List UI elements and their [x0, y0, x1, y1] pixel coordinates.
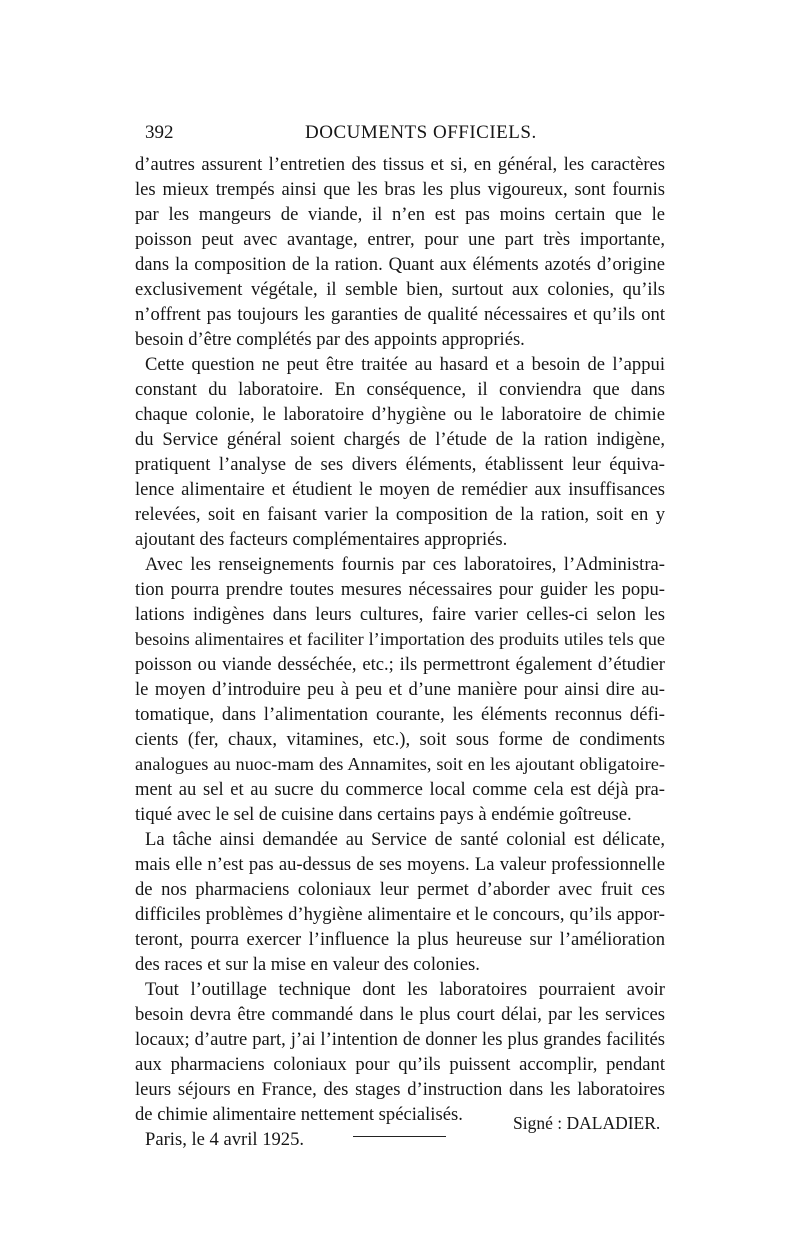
text-line: poisson ou viande desséchée, etc.; ils permettront également d’étudier — [135, 654, 665, 675]
text-line: ment au sel et au sucre du commerce local comme cela est déjà pra- — [135, 779, 665, 800]
text-line: relevées, soit en faisant varier la composition de la ration, soit en y — [135, 504, 665, 525]
text-line: difficiles problèmes d’hygiène alimentaire et le concours, qu’ils appor- — [135, 904, 665, 925]
text-line: dans la composition de la ration. Quant aux éléments azotés d’origine — [135, 254, 665, 275]
text-line: tiqué avec le sel de cuisine dans certains pays à endémie goîtreuse. — [135, 804, 632, 825]
text-line: besoin d’être complétés par des appoints appropriés. — [135, 329, 525, 350]
text-line: teront, pourra exercer l’influence la plus heureuse sur l’amélioration — [135, 929, 665, 950]
text-line: de chimie alimentaire nettement spécialisés. — [135, 1104, 463, 1125]
text-line: mais elle n’est pas au-dessus de ses moyens. La valeur professionnelle — [135, 854, 665, 875]
text-line: Avec les renseignements fournis par ces laboratoires, l’Administra- — [145, 554, 665, 575]
text-line: aux pharmaciens coloniaux pour qu’ils puissent accomplir, pendant — [135, 1054, 665, 1075]
text-line: des races et sur la mise en valeur des colonies. — [135, 954, 480, 975]
page-header — [145, 121, 665, 145]
text-line: n’offrent pas toujours les garanties de qualité nécessaires et qu’ils ont — [135, 304, 665, 325]
running-head: DOCUMENTS OFFICIELS. — [305, 122, 537, 143]
text-line: besoin devra être commandé dans le plus court délai, par les services — [135, 1004, 665, 1025]
text-line: les mieux trempés ainsi que les bras les plus vigoureux, sont fournis — [135, 179, 665, 200]
text-line: d’autres assurent l’entretien des tissus et si, en général, les caractères — [135, 154, 665, 175]
closing-rule — [353, 1136, 446, 1137]
signature: Signé : DALADIER. — [513, 1113, 661, 1133]
text-line: ajoutant des facteurs complémentaires appropriés. — [135, 529, 508, 550]
text-line: Cette question ne peut être traitée au hasard et a besoin de l’appui — [145, 354, 665, 375]
text-line: besoins alimentaires et faciliter l’importation des produits utiles tels que — [135, 629, 665, 649]
body-text — [135, 152, 665, 1152]
page-number: 392 — [145, 122, 174, 143]
text-line: cients (fer, chaux, vitamines, etc.), soit sous forme de condiments — [135, 729, 665, 750]
text-line: tion pourra prendre toutes mesures nécessaires pour guider les popu- — [135, 579, 665, 600]
text-line: tomatique, dans l’alimentation courante, les éléments reconnus défi- — [135, 704, 665, 725]
text-line: constant du laboratoire. En conséquence, il conviendra que dans — [135, 379, 665, 400]
text-line: pratiquent l’analyse de ses divers éléments, établissent leur équiva- — [135, 454, 665, 475]
text-line: lations indigènes dans leurs cultures, faire varier celles-ci selon les — [135, 604, 665, 625]
text-line: Paris, le 4 avril 1925. — [145, 1129, 305, 1150]
text-line: poisson peut avec avantage, entrer, pour une part très importante, — [135, 229, 665, 250]
text-line: La tâche ainsi demandée au Service de santé colonial est délicate, — [145, 829, 665, 850]
text-line: analogues au nuoc-mam des Annamites, soit en les ajoutant obligatoire- — [135, 754, 665, 774]
text-line: par les mangeurs de viande, il n’en est pas moins certain que le — [135, 204, 665, 225]
text-line: locaux; d’autre part, j’ai l’intention de donner les plus grandes facilités — [135, 1029, 665, 1050]
text-line: Tout l’outillage technique dont les laboratoires pourraient avoir — [145, 979, 665, 1000]
text-line: du Service général soient chargés de l’étude de la ration indigène, — [135, 429, 665, 450]
text-line: leurs séjours en France, des stages d’instruction dans les laboratoires — [135, 1079, 665, 1100]
text-line: le moyen d’introduire peu à peu et d’une manière pour ainsi dire au- — [135, 679, 665, 700]
text-line: chaque colonie, le laboratoire d’hygiène ou le laboratoire de chimie — [135, 404, 665, 425]
text-line: de nos pharmaciens coloniaux leur permet d’aborder avec fruit ces — [135, 879, 665, 900]
text-line: lence alimentaire et étudient le moyen de remédier aux insuffisances — [135, 479, 665, 500]
text-line: exclusivement végétale, il semble bien, surtout aux colonies, qu’ils — [135, 279, 665, 300]
